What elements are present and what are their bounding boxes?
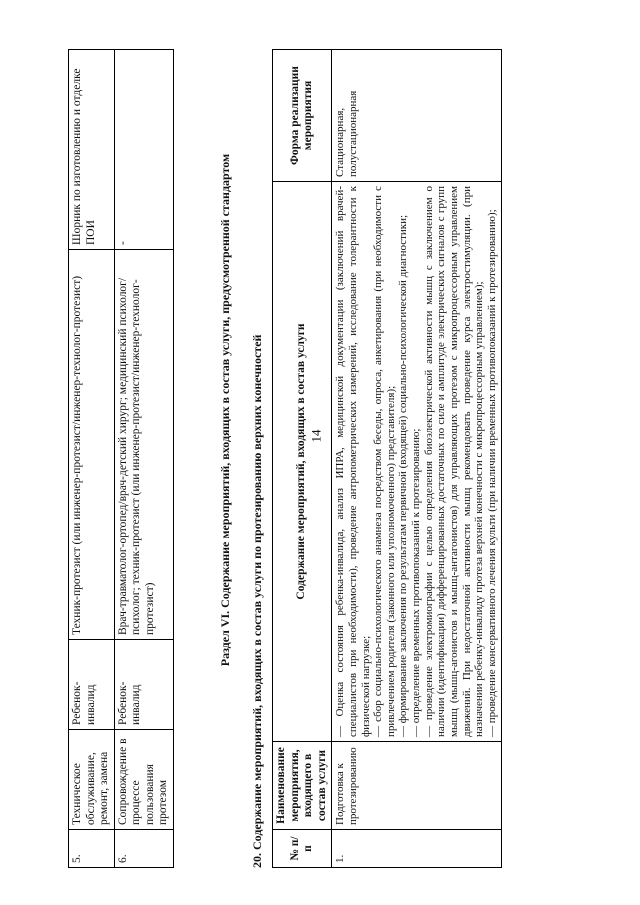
implementation-form: Стационарная, полустационарная [332,50,501,182]
subsection-heading: 20. Содержание мероприятий, входящих в состав услуги по протезированию верхних конечностей [250,334,264,868]
document-page [50,20,630,880]
row-number: 1. [332,830,501,868]
row-number: 5. [69,830,115,868]
table-row [332,50,501,868]
page-number: 14 [308,429,324,443]
measure-name: Сопровождение в процессе пользования протезом [114,730,173,830]
measure-name: Техническое обслуживание, ремонт, замена [69,730,115,830]
header-measure-name: Наименование мероприятия, входящего в состав услуги [273,742,332,830]
recipient-category: Ребенок-инвалид [69,640,115,730]
header-form: Форма реализации мероприятия [273,50,332,182]
measures-table [272,49,502,868]
measure-content [332,182,501,742]
row-number: 6. [114,830,173,868]
specialist-list: Техник-протезист (или инженер-протезист/инженер-технолог-протезист) [69,250,115,640]
measure-name: Подготовка к протезированию [332,742,501,830]
header-number: № п/п [273,830,332,868]
table-row [69,50,115,868]
additional-specialist: Шорник по изготовлению и отделке ПОИ [69,50,115,250]
recipient-category: Ребенок-инвалид [114,640,173,730]
content-item: — формирование заключения по результатам первичной (входящей) социально-психологической диагностики; [397,214,410,737]
header-content: Содержание мероприятий, входящих в состав услуги [273,182,332,742]
content-item: — сбор социально-психологического анамнеза посредством беседы, опроса, анкетирования (при необходимости с привлечением родителя (законного или уполномоченного) представителя); [372,186,397,737]
section-heading: Раздел VI. Содержание мероприятий, входящих в состав услуги, предусмотренной стандартом [218,153,232,667]
specialists-table [68,49,174,868]
content-item: — проведение консервативного лечения культи (при наличии временных противопоказаний к протезированию); [485,209,498,737]
table-header-row [273,50,332,868]
content-item: — Оценка состояния ребенка-инвалида, анализ ИПРА, медицинской документации (заключений врачей-специалистов при необходимости), проведение антропометрических измерений, исследование толерантности к физической нагрузке; [334,186,372,737]
content-item: — определение временных противопоказаний к протезированию; [410,428,423,737]
specialist-list: Врач-травматолог-ортопед/врач-детский хирург; медицинский психолог/психолог; техник-протезист (или инженер-протезист/инженер-технолог-протезист) [114,250,173,640]
additional-specialist: - [114,50,173,250]
content-item: — проведение электромиографии с целью определения биоэлектрической активности мышц с заключением о наличии (идентификации) дифференцированных достаточных по силе и амплитуде электрических сигналов с групп мышц (мышц-агонистов и мышц-антагонистов) для управляющих протезом с микропроцессорным управлением движений. При недостаточной активности мышц рекомендовать проведение курса электростимуляции. (при назначении ребенку-инвалиду протеза верхней конечности с микропроцессорным управлением); [422,186,486,737]
table-row [114,50,173,868]
